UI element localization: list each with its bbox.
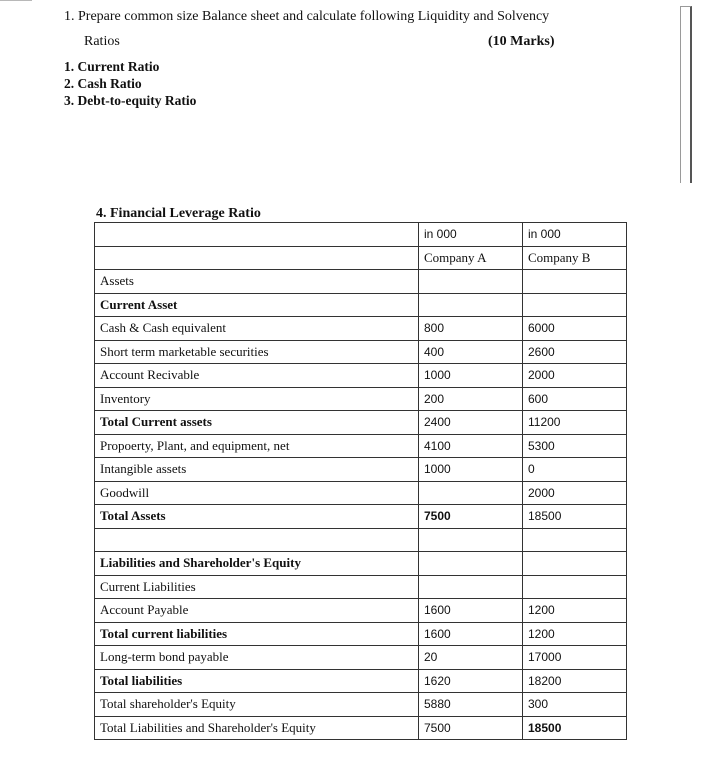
section-heading: 4. Financial Leverage Ratio xyxy=(96,206,261,221)
table-row xyxy=(95,293,627,317)
table-row xyxy=(95,481,627,505)
company-b-value: 17000 xyxy=(523,646,627,670)
table-row xyxy=(95,716,627,740)
company-b-value: 18500 xyxy=(523,716,627,740)
row-label-cell: Total Assets xyxy=(95,505,419,529)
company-b-value: 2000 xyxy=(523,481,627,505)
row-label-cell: Assets xyxy=(95,270,419,294)
row-label-cell: Total shareholder's Equity xyxy=(95,693,419,717)
row-label-cell: Account Recivable xyxy=(95,364,419,388)
row-label-cell: Intangible assets xyxy=(95,458,419,482)
row-label-cell: Current Asset xyxy=(95,293,419,317)
table-row xyxy=(95,575,627,599)
header-empty-cell xyxy=(95,223,419,247)
company-a-value: 1000 xyxy=(419,458,523,482)
row-label-cell: Total Current assets xyxy=(95,411,419,435)
header-empty-cell xyxy=(95,246,419,270)
company-a-value: 1620 xyxy=(419,669,523,693)
company-a-value: 800 xyxy=(419,317,523,341)
row-label-cell: Propoerty, Plant, and equipment, net xyxy=(95,434,419,458)
company-a-value: 7500 xyxy=(419,505,523,529)
company-b-value: 1200 xyxy=(523,622,627,646)
table-row xyxy=(95,505,627,529)
table-row xyxy=(95,693,627,717)
company-a-header: Company A xyxy=(419,246,523,270)
unit-b-cell: in 000 xyxy=(523,223,627,247)
row-label-cell: Liabilities and Shareholder's Equity xyxy=(95,552,419,576)
ratio-item: 2. Cash Ratio xyxy=(64,76,142,91)
company-a-value xyxy=(419,481,523,505)
company-a-value: 4100 xyxy=(419,434,523,458)
company-b-value xyxy=(523,552,627,576)
table-row xyxy=(95,434,627,458)
company-b-value xyxy=(523,575,627,599)
company-b-value: 18500 xyxy=(523,505,627,529)
vertical-scrollbar[interactable] xyxy=(680,6,692,183)
table-row xyxy=(95,270,627,294)
company-a-value: 1000 xyxy=(419,364,523,388)
ratio-item: 1. Current Ratio xyxy=(64,59,160,74)
page-corner-mark xyxy=(0,0,32,3)
company-a-value: 1600 xyxy=(419,599,523,623)
company-b-value xyxy=(523,293,627,317)
table-row xyxy=(95,364,627,388)
company-a-value xyxy=(419,270,523,294)
company-b-value xyxy=(523,528,627,552)
row-label-cell: Short term marketable securities xyxy=(95,340,419,364)
row-label-cell: Account Payable xyxy=(95,599,419,623)
marks-label: (10 Marks) xyxy=(488,34,555,49)
row-label-cell: Current Liabilities xyxy=(95,575,419,599)
company-a-value: 5880 xyxy=(419,693,523,717)
table-row xyxy=(95,340,627,364)
row-label-cell: Total Liabilities and Shareholder's Equity xyxy=(95,716,419,740)
table-row xyxy=(95,528,627,552)
ratio-list xyxy=(64,58,196,109)
table-row xyxy=(95,599,627,623)
table-row xyxy=(95,387,627,411)
company-a-value xyxy=(419,293,523,317)
row-label-cell: Long-term bond payable xyxy=(95,646,419,670)
company-a-value: 7500 xyxy=(419,716,523,740)
company-a-value xyxy=(419,575,523,599)
company-a-value: 20 xyxy=(419,646,523,670)
table-row xyxy=(95,552,627,576)
company-b-value: 18200 xyxy=(523,669,627,693)
question-text-continued: Ratios xyxy=(84,34,120,49)
company-b-value: 1200 xyxy=(523,599,627,623)
company-b-value: 2600 xyxy=(523,340,627,364)
table-row xyxy=(95,646,627,670)
row-label-cell: Cash & Cash equivalent xyxy=(95,317,419,341)
company-a-value xyxy=(419,552,523,576)
company-b-value xyxy=(523,270,627,294)
row-label-cell: Inventory xyxy=(95,387,419,411)
company-b-value: 0 xyxy=(523,458,627,482)
company-a-value: 400 xyxy=(419,340,523,364)
table-row xyxy=(95,458,627,482)
question-text: 1. Prepare common size Balance sheet and calculate following Liquidity and Solvency xyxy=(64,9,550,24)
table-row xyxy=(95,411,627,435)
table-header-row xyxy=(95,223,627,247)
table-row xyxy=(95,622,627,646)
company-b-value: 300 xyxy=(523,693,627,717)
company-b-value: 2000 xyxy=(523,364,627,388)
ratio-item: 3. Debt-to-equity Ratio xyxy=(64,93,197,108)
company-a-value: 200 xyxy=(419,387,523,411)
table-row xyxy=(95,669,627,693)
company-a-value: 1600 xyxy=(419,622,523,646)
row-label-cell: Goodwill xyxy=(95,481,419,505)
company-b-header: Company B xyxy=(523,246,627,270)
row-label-cell: Total liabilities xyxy=(95,669,419,693)
company-b-value: 5300 xyxy=(523,434,627,458)
table-header-row xyxy=(95,246,627,270)
company-b-value: 6000 xyxy=(523,317,627,341)
balance-sheet-table xyxy=(94,222,627,740)
table-row xyxy=(95,317,627,341)
unit-a-cell: in 000 xyxy=(419,223,523,247)
row-label-cell: Total current liabilities xyxy=(95,622,419,646)
row-label-cell xyxy=(95,528,419,552)
company-b-value: 11200 xyxy=(523,411,627,435)
company-b-value: 600 xyxy=(523,387,627,411)
company-a-value xyxy=(419,528,523,552)
company-a-value: 2400 xyxy=(419,411,523,435)
